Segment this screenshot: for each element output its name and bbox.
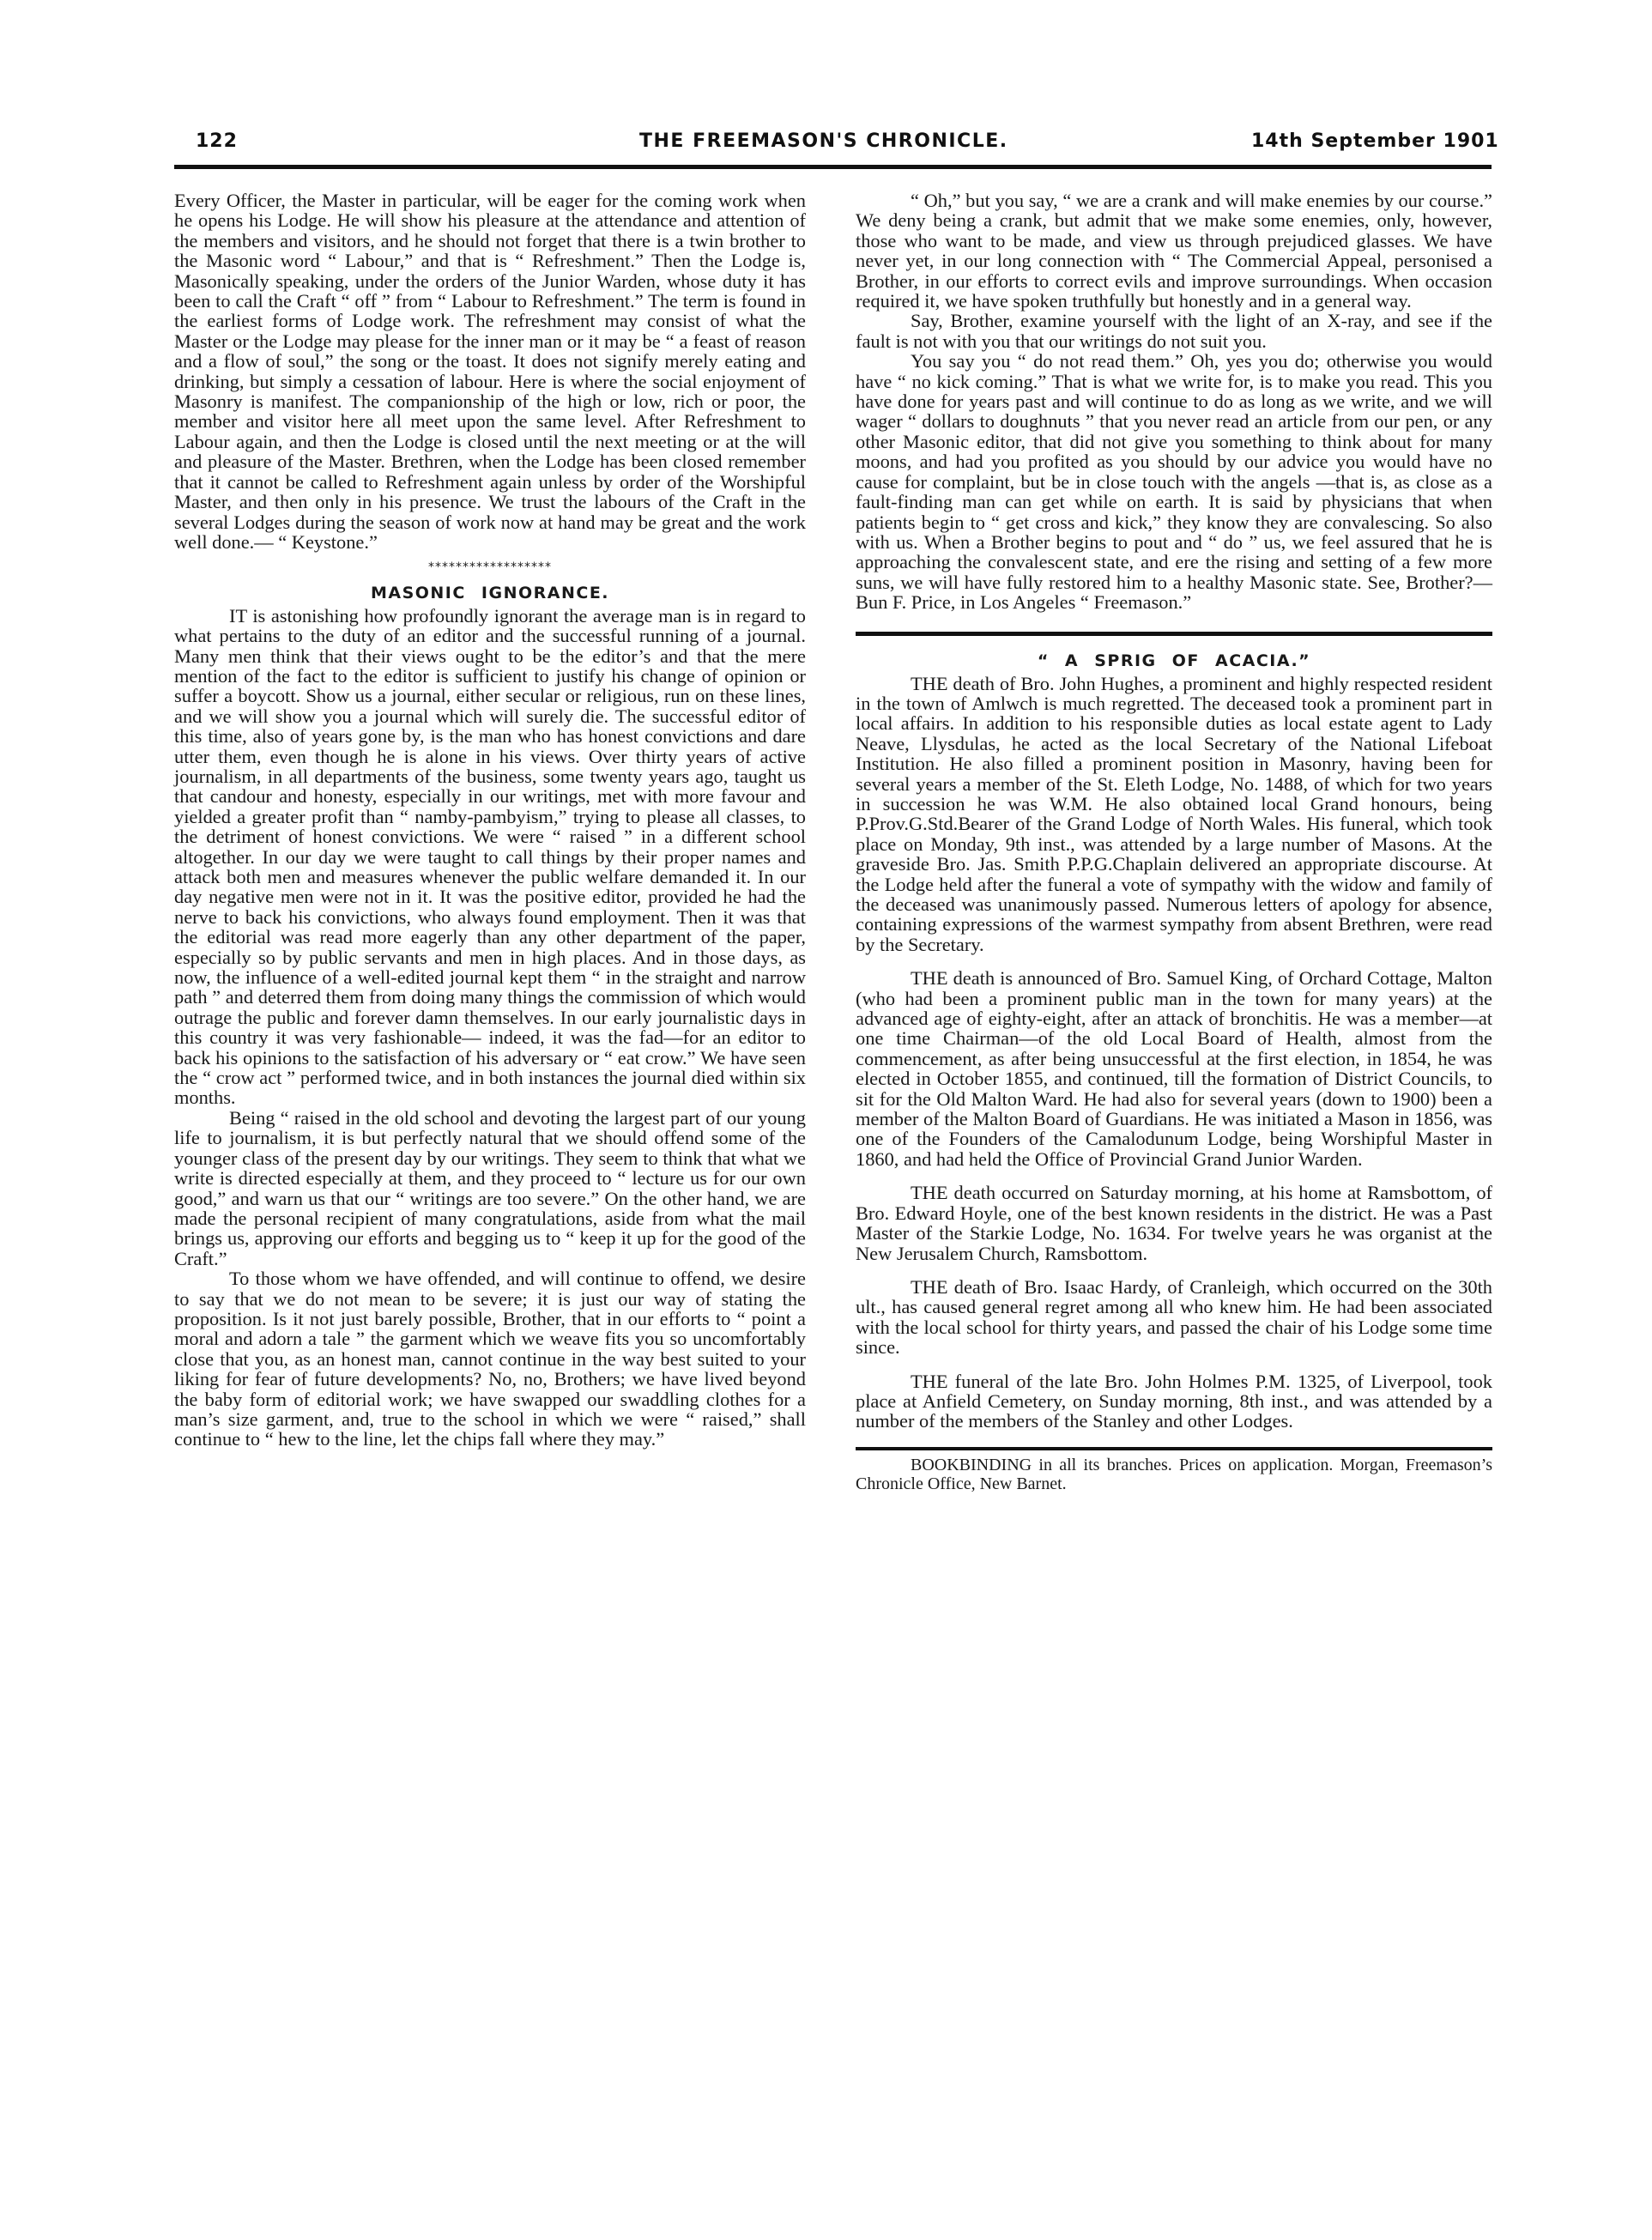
article-paragraph: IT is astonishing how profoundly ignorant the average man is in regard to what pertains to the duty of an editor and the successful running of a journal. Many men think that their views ought to be the editor’s and that the mere mention of the fact to the editor is sufficient to justify his change of opinion or suffer a boycott. Show us a journal, either secular or religious, run on these lines, and we will show you a journal which will surely die. The successful editor of this time, also of years gone by, is the man who has honest convictions and dare utter them, even though he is alone in his views. Over thirty years of active journalism, in all departments of the business, some twenty years ago, taught us that candour and honesty, especially in our writings, met with more favour and yielded a greater profit than “ namby-pambyism,” trying to please all classes, to the detriment of honest convictions. We were “ raised ” in a different school altogether. In our day we were taught to call things by their proper names and attack both men and measures whenever the public welfare demanded it. In our day negative men were not in it. It was the positive editor, provided he had the nerve to back his convictions, who always found employment. Then it was that the editorial was read more eagerly than any other department of the paper, especially so by public servants and men in high places. And in those days, as now, the influence of a well-edited journal kept them “ in the straight and narrow path ” and deterred them from doing many things the commission of which would outrage the public and forever damn themselves. In our early journalistic days in this country it was very fashionable— indeed, it was the fad—for an editor to back his opinions to the satisfaction of his adversary or “ eat crow.” We have seen the “ crow act ” performed twice, and in both instances the journal died within six months. [174, 604, 806, 1109]
notice-text: in all its branches. Prices on application. Morgan, Freemason’s Chronicle Office, New Barnet. [856, 1455, 1492, 1493]
bookbinding-notice [856, 1456, 1492, 1493]
header-rule [174, 165, 1492, 169]
section-separator: ****************** [428, 560, 552, 575]
obituary-text: death occurred on Saturday morning, at his home at Ramsbottom, of Bro. Edward Hoyle, one of the best known residents in the district. He was a Past Master of the Starkie Lodge, No. 1634. For twelve years he was organist at the New Jerusalem Church, Ramsbottom. [856, 1182, 1492, 1264]
section-heading-masonic-ignorance: MASONIC IGNORANCE. [370, 583, 610, 602]
keystone-paragraph: Every Officer, the Master in particular, will be eager for the coming work when he opens his Lodge. He will show his pleasure at the attendance and attention of the members and visitors, and he should not forget that there is a twin brother to the Masonic word “ Labour,” and that is “ Refreshment.” Then the Lodge is, Masonically speaking, under the orders of the Junior Warden, whose duty it has been to call the Craft “ off ” from “ Labour to Refreshment.” The term is found in the earliest forms of Lodge work. The refreshment may consist of what the Master or the Lodge may please for the inner man or it may be “ a feast of reason and a flow of soul,” the song or the toast. It does not signify merely eating and drinking, but simply a cessation of labour. Here is where the social enjoyment of Masonry is manifest. The companionship of the high or low, rich or poor, the member and visitor here all meet upon the same level. After Refreshment to Labour again, and then the Lodge is closed until the next meeting or at the will and pleasure of the Master. Brethren, when the Lodge has been closed remember that it cannot be called to Refreshment again unless by order of the Worshipful Master, and then only in his presence. We trust the labours of the Craft in the several Lodges during the season of work now at hand may be great and the work well done.— “ Keystone.” [174, 190, 806, 553]
obituary-text: death of Bro. John Hughes, a prominent and highly respected resident in the town of Amlwch is much regretted. The deceased took a prominent part in local affairs. In addition to his responsible duties as local estate agent to Lady Neave, Llysdulas, he acted as the local Secretary of the National Lifeboat Institution. He also filled a prominent position in Masonry, having been for several years a member of the St. Eleth Lodge, No. 1488, of which for two years in succession he was W.M. He also obtained local Grand honours, being P.Prov.G.Std.Bearer of the Grand Lodge of North Wales. His funeral, which took place on Monday, 9th inst., was attended by a large number of Masons. At the graveside Bro. Jas. Smith P.P.G.Chaplain delivered an appropriate discourse. At the Lodge held after the funeral a vote of sympathy with the widow and family of the deceased was unanimously passed. Numerous letters of apology for absence, containing expressions of the warmest sympathy from absent Brethren, were read by the Secretary. [856, 672, 1492, 955]
obituary-lead: THE [911, 672, 948, 694]
obituary-lead: THE [911, 1182, 948, 1204]
obituary-paragraph [856, 1371, 1492, 1432]
obituary-text: death is announced of Bro. Samuel King, of Orchard Cottage, Malton (who had been a prominent public man in the town for many years) at the advanced age of eighty-eight, after an attack of bronchitis. He was a member—at one time Chairman—of the old Local Board of Health, almost from the commencement, as after being unsuccessful at the first election, in 1854, he was elected in October 1855, and continued, till the formation of District Councils, to sit for the Old Malton Ward. He had also for several years (down to 1900) been a member of the Malton Board of Guardians. He was initiated a Mason in 1856, was one of the Founders of the Camalodunum Lodge, being Worshipful Master in 1860, and had held the Office of Provincial Grand Junior Warden. [856, 967, 1492, 1170]
article-paragraph: Say, Brother, examine yourself with the light of an X-ray, and see if the fault is not with you that our writings do not suit you. [856, 310, 1492, 352]
obituary-lead: THE [911, 1370, 948, 1392]
obituary-paragraph [856, 1183, 1492, 1263]
left-column [174, 191, 806, 1450]
section-rule [856, 632, 1492, 636]
notice-lead: BOOKBINDING [911, 1455, 1032, 1474]
masthead-title: THE FREEMASON'S CHRONICLE. [639, 130, 1008, 152]
obituary-paragraph [856, 1277, 1492, 1358]
article-paragraph: You say you “ do not read them.” Oh, yes you do; otherwise you would have “ no kick coming.” That is what we write for, is to make you read. This you have done for years past and will continue to do as long as we write, and we will wager “ dollars to doughnuts ” that you never read an article from our pen, or any other Masonic editor, that did not give you something to think about for many moons, and had you profited as you should by our advice you would have no cause for complaint, but be in close touch with the angels —that is, as close as a fault-finding man can get while on earth. It is said by physicians that when patients begin to “ get cross and kick,” they know they are convalescing. So also with us. When a Brother begins to pout and “ do ” us, we feel assured that he is approaching the convalescent state, and ere the rising and setting of a few more suns, we will have fully restored him to a healthy Masonic state. See, Brother?—Bun F. Price, in Los Angeles “ Freemason.” [856, 350, 1492, 614]
obituary-lead: THE [911, 967, 948, 990]
issue-date: 14th September 1901 [1251, 130, 1499, 152]
right-column [856, 191, 1492, 1493]
article-paragraph: “ Oh,” but you say, “ we are a crank and will make enemies by our course.” We deny being a crank, but admit that we make some enemies, only, however, those who want to be made, and view us through prejudiced glasses. We have never yet, in our long connection with “ The Commercial Appeal, personised a Brother, in our efforts to correct evils and improve surroundings. When occasion required it, we have spoken truthfully but honestly and in a general way. [856, 190, 1492, 312]
obituary-text: death of Bro. Isaac Hardy, of Cranleigh, which occurred on the 30th ult., has caused general regret among all who knew him. He had been associated with the local school for thirty years, and passed the chair of his Lodge some time since. [856, 1275, 1492, 1359]
notice-rule [856, 1447, 1492, 1450]
article-paragraph: To those whom we have offended, and will continue to offend, we desire to say that we do not mean to be severe; it is just our way of stating the proposition. Is it not just barely possible, Brother, that in our efforts to “ point a moral and adorn a tale ” the garment which we weave fits you so uncomfortably close that you, as an honest man, cannot continue in the way best suited to your liking for fear of future developments? No, no, Brothers; we have lived beyond the baby form of editorial work; we have swapped our swaddling clothes for a man’s size garment, and, true to the school in which we were “ raised,” shall continue to “ hew to the line, let the chips fall where they may.” [174, 1268, 806, 1450]
page-number: 122 [196, 130, 238, 152]
obituary-lead: THE [911, 1275, 948, 1298]
section-heading-sprig-of-acacia: “ A SPRIG OF ACACIA.” [1037, 651, 1311, 670]
article-paragraph: Being “ raised in the old school and devoting the largest part of our young life to journalism, it is but perfectly natural that we should offend some of the younger class of the present day by our writings. They seem to think that what we write is directed especially at them, and they proceed to “ lecture us for our own good,” and warn us that our “ writings are too severe.” On the other hand, we are made the personal recipient of many congratulations, aside from what the mail brings us, approving our efforts and begging us to “ keep it up for the good of the Craft.” [174, 1106, 806, 1269]
obituary-text: funeral of the late Bro. John Holmes P.M. 1325, of Liverpool, took place at Anfield Cemetery, on Sunday morning, 8th inst., and was attended by a number of the members of the Stanley and other Lodges. [856, 1370, 1492, 1432]
obituary-paragraph [856, 968, 1492, 1169]
obituary-paragraph [856, 674, 1492, 955]
